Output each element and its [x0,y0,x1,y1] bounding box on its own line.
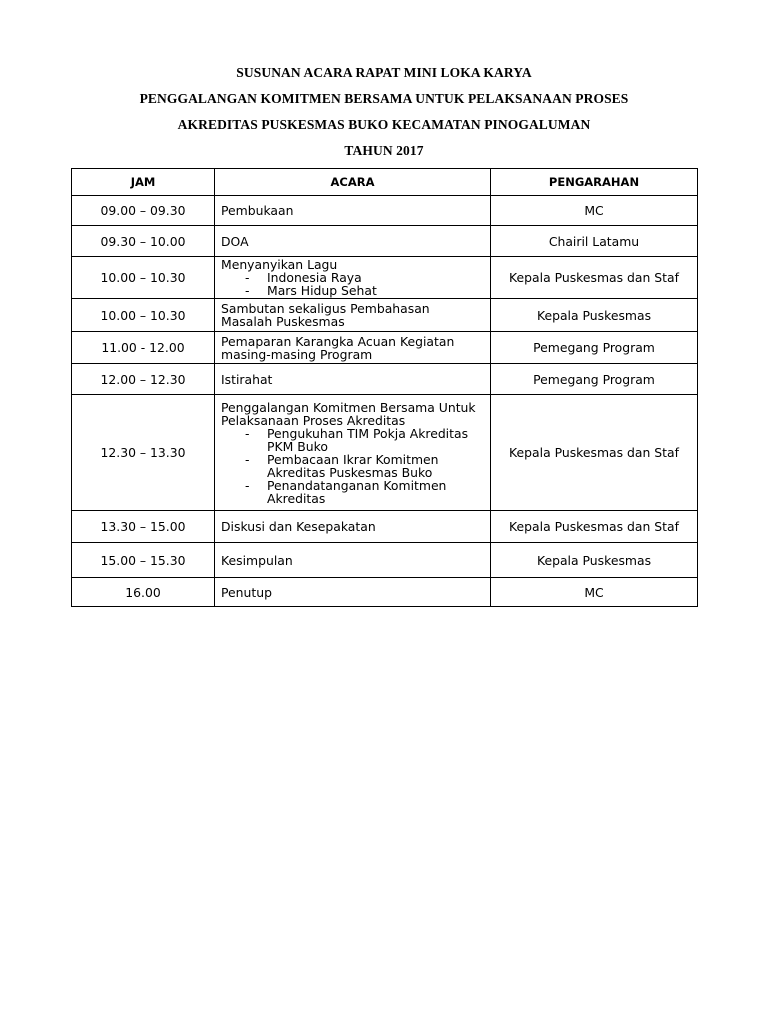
header-jam: JAM [72,169,215,196]
cell-pengarahan: Kepala Puskesmas dan Staf [491,395,698,511]
cell-pengarahan: Kepala Puskesmas dan Staf [491,511,698,543]
cell-acara [215,543,491,578]
acara-text: Penutup [221,584,272,600]
acara-text: Sambutan sekaligus Pembahasan Masalah Puskesmas [221,301,430,329]
cell-jam: 12.30 – 13.30 [72,395,215,511]
table-row [72,511,698,543]
cell-acara [215,395,491,511]
acara-text: Istirahat [221,371,273,387]
acara-sub-list [221,271,484,297]
list-item [243,284,484,297]
list-item-text: Penandatanganan Komitmen Akreditas [267,477,447,506]
list-item [243,453,484,479]
acara-text: Diskusi dan Kesepakatan [221,519,376,534]
cell-jam: 10.00 – 10.30 [72,257,215,299]
cell-pengarahan: MC [491,196,698,226]
acara-text: Pembukaan [221,203,294,218]
cell-acara [215,364,491,395]
document-title [0,60,768,164]
title-line-1: SUSUNAN ACARA RAPAT MINI LOKA KARYA [236,65,532,80]
acara-text: Menyanyikan Lagu [221,257,338,272]
cell-pengarahan: Pemegang Program [491,332,698,364]
cell-pengarahan: MC [491,578,698,607]
cell-pengarahan: Kepala Puskesmas [491,543,698,578]
cell-acara [215,196,491,226]
dash-bullet-icon: - [245,477,250,493]
acara-text: Kesimpulan [221,552,293,568]
acara-sub-list [221,427,484,505]
list-item-text: Pembacaan Ikrar Komitmen Akreditas Puskesmas Buko [267,451,439,480]
table-row [72,257,698,299]
cell-acara [215,332,491,364]
table-row [72,395,698,511]
title-line-4: TAHUN 2017 [344,143,424,158]
cell-jam: 09.30 – 10.00 [72,226,215,257]
schedule-table [71,168,698,607]
table-row [72,226,698,257]
acara-text: Penggalangan Komitmen Bersama Untuk Pelaksanaan Proses Akreditas [221,399,476,428]
list-item-text: Indonesia Raya [267,270,362,285]
cell-pengarahan: Pemegang Program [491,364,698,395]
table-row [72,364,698,395]
table-row [72,299,698,332]
title-line-3: AKREDITAS PUSKESMAS BUKO KECAMATAN PINOGALUMAN [177,117,591,132]
cell-acara [215,511,491,543]
list-item [243,427,484,453]
title-line-2: PENGGALANGAN KOMITMEN BERSAMA UNTUK PELAKSANAAN PROSES [139,91,629,106]
dash-bullet-icon: - [245,270,250,285]
table-row [72,543,698,578]
cell-jam: 12.00 – 12.30 [72,364,215,395]
cell-jam: 13.30 – 15.00 [72,511,215,543]
cell-pengarahan: Kepala Puskesmas dan Staf [491,257,698,299]
cell-jam: 11.00 - 12.00 [72,332,215,364]
header-pengarahan: PENGARAHAN [491,169,698,196]
header-acara: ACARA [215,169,491,196]
acara-text: Pemaparan Karangka Acuan Kegiatan masing-masing Program [221,333,455,362]
cell-acara [215,299,491,332]
dash-bullet-icon: - [245,283,250,298]
schedule-body [72,196,698,607]
cell-acara [215,257,491,299]
dash-bullet-icon: - [245,425,250,441]
cell-acara [215,226,491,257]
cell-acara [215,578,491,607]
table-header-row [72,169,698,196]
table-row [72,196,698,226]
table-row [72,578,698,607]
table-row [72,332,698,364]
cell-jam: 09.00 – 09.30 [72,196,215,226]
cell-jam: 15.00 – 15.30 [72,543,215,578]
acara-text: DOA [221,233,249,249]
list-item-text: Pengukuhan TIM Pokja Akreditas PKM Buko [267,425,469,454]
cell-jam: 10.00 – 10.30 [72,299,215,332]
dash-bullet-icon: - [245,451,250,467]
cell-jam: 16.00 [72,578,215,607]
cell-pengarahan: Chairil Latamu [491,226,698,257]
cell-pengarahan: Kepala Puskesmas [491,299,698,332]
list-item-text: Mars Hidup Sehat [267,283,377,298]
list-item [243,479,484,505]
